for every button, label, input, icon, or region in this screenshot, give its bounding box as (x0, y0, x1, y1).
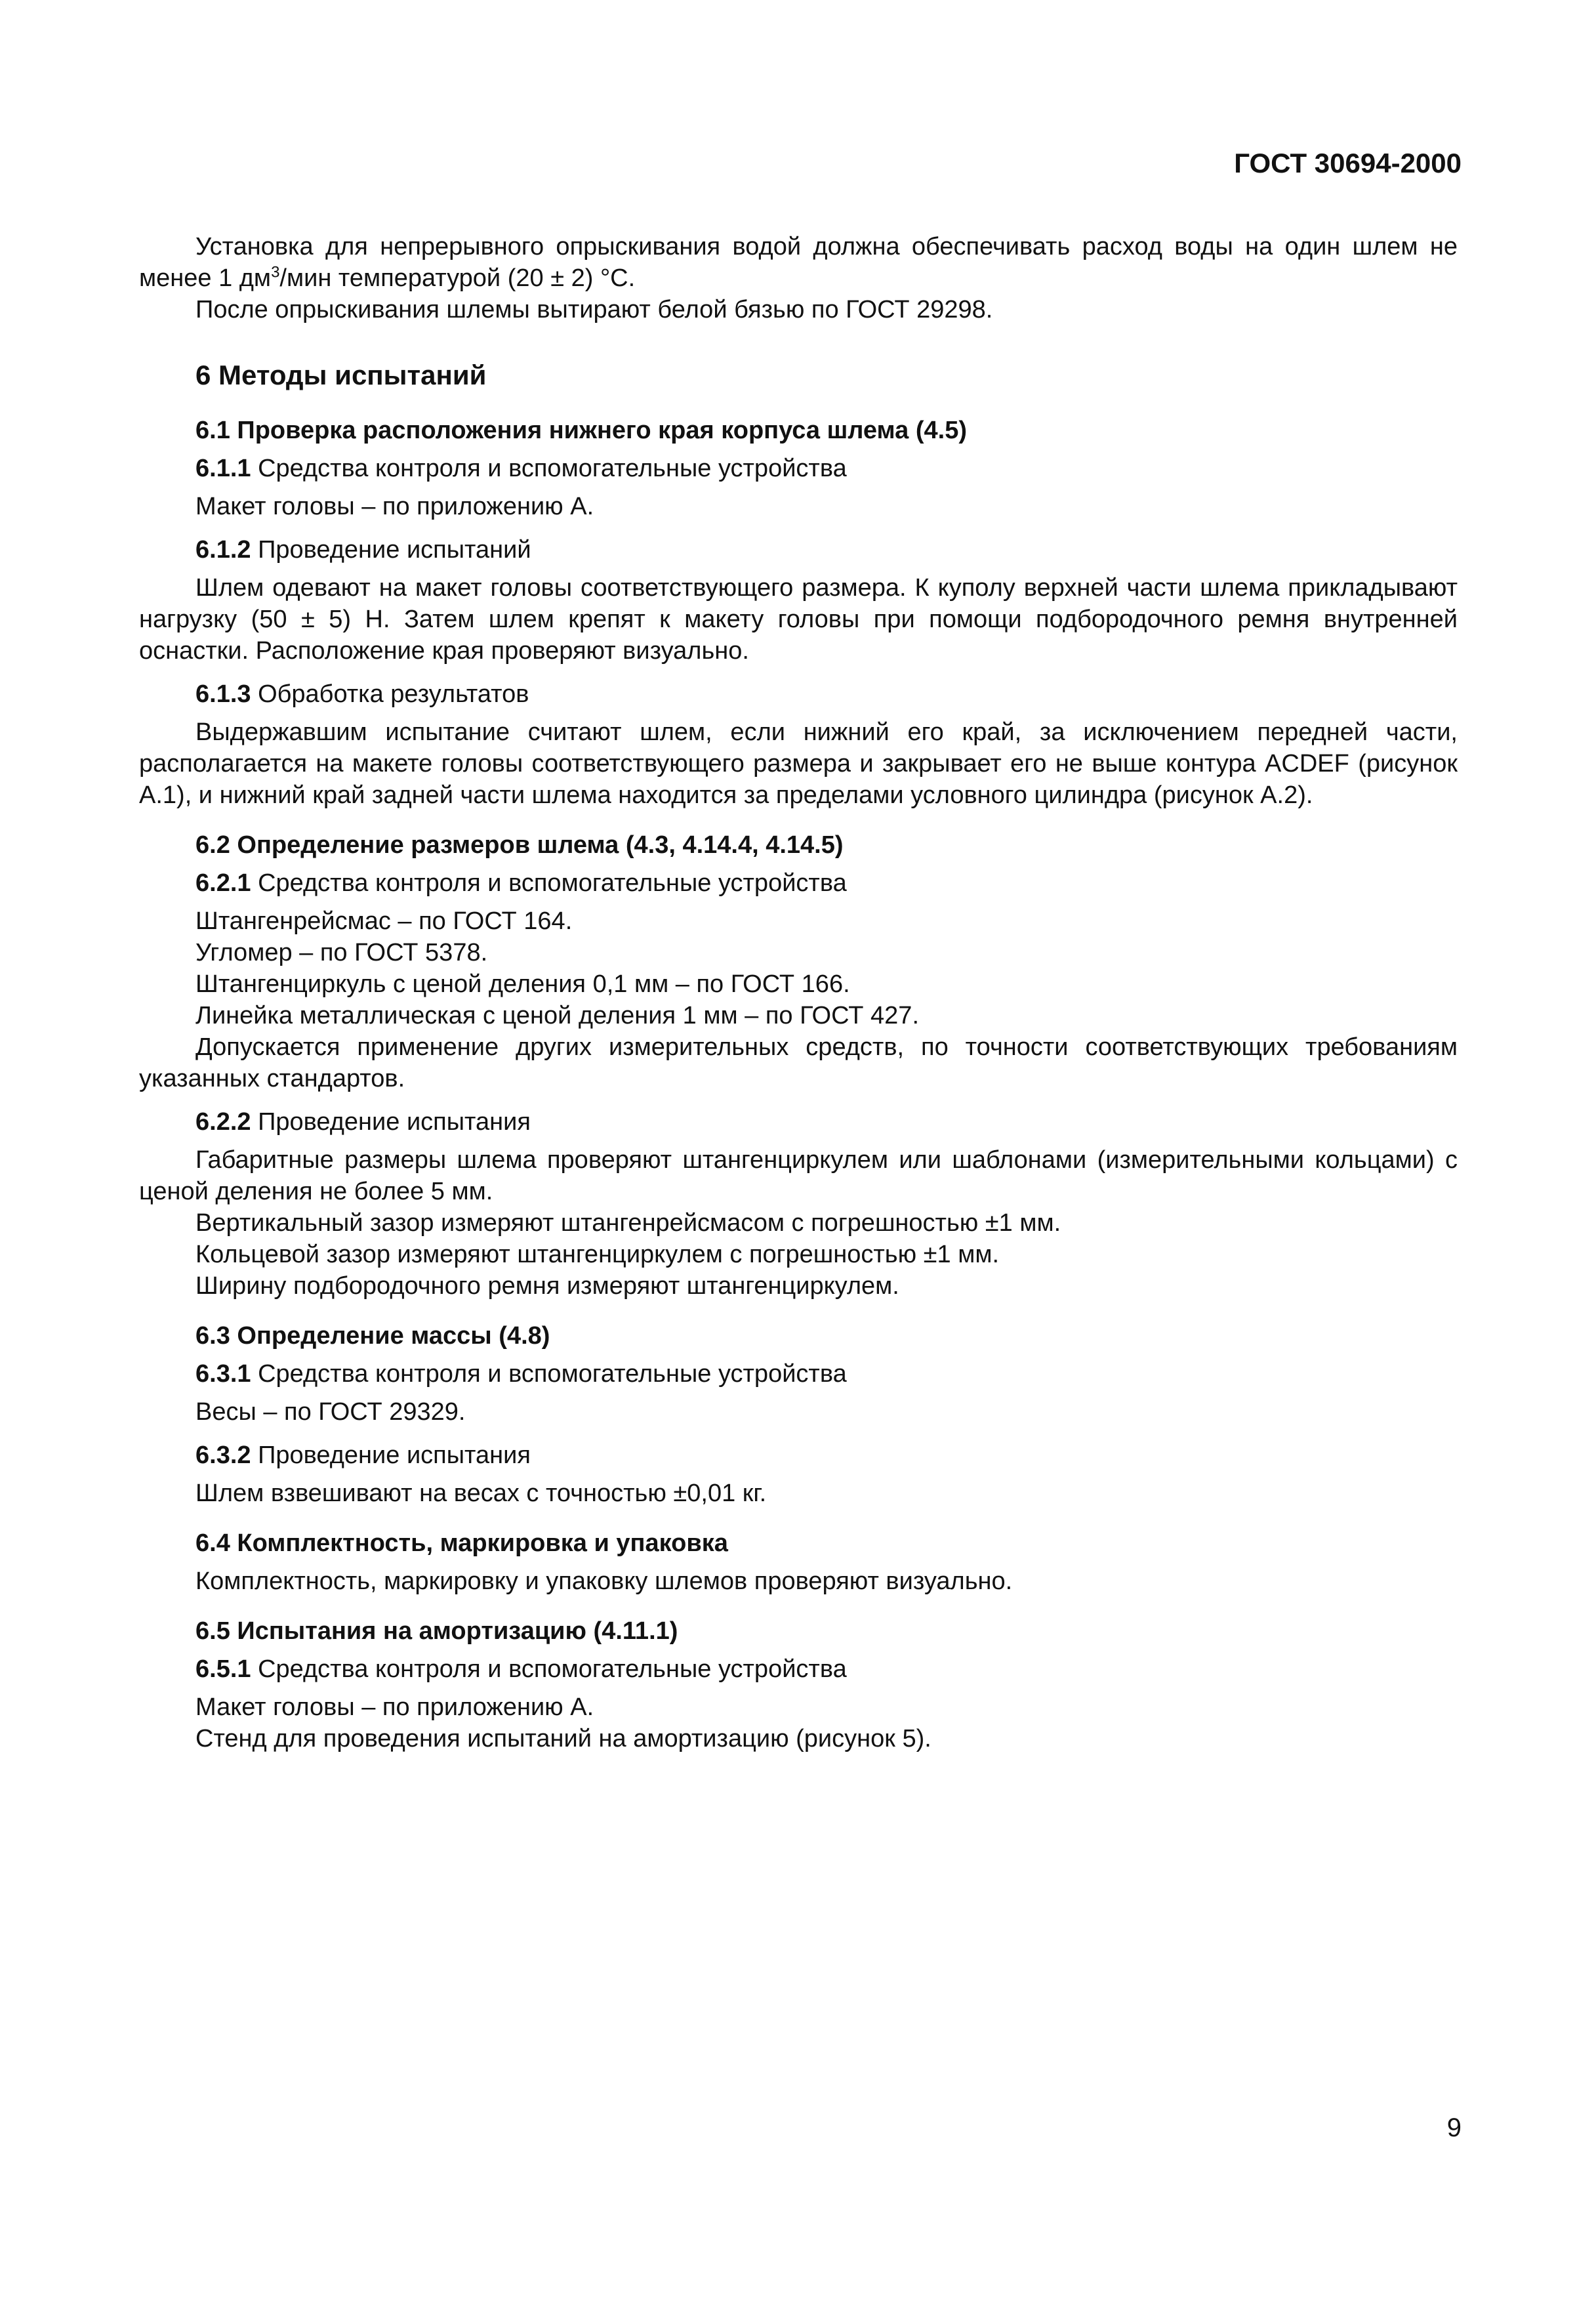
clause-title: Проведение испытаний (251, 536, 531, 564)
paragraph: Кольцевой зазор измеряют штангенциркулем с погрешностью ±1 мм. (195, 1241, 999, 1268)
paragraph: Габаритные размеры шлема проверяют штангенциркулем или шаблонами (измерительными кольцами) с ценой деления не более 5 мм. (139, 1146, 1458, 1205)
clause-number: 6.1.2 (195, 536, 251, 564)
clause-6-1-1 (139, 453, 1458, 484)
clause-title: Обработка результатов (251, 680, 529, 708)
subsection-6-3-heading: 6.3 Определение массы (4.8) (195, 1322, 550, 1350)
paragraph: Выдержавшим испытание считают шлем, если нижний его край, за исключением передней части, располагается на макете головы соответствующего размера и закрывает его не выше контура ACDEF (рисунок А.1), и нижний край задней части шлема находится за пределами условного цилиндра (рисунок А.2). (139, 718, 1458, 809)
paragraph: Макет головы – по приложению А. (195, 493, 594, 520)
paragraph: Стенд для проведения испытаний на амортизацию (рисунок 5). (195, 1725, 931, 1752)
page-content (139, 231, 1458, 1754)
clause-6-3-1 (139, 1358, 1458, 1390)
clause-6-3-2 (139, 1440, 1458, 1471)
paragraph: Штангенциркуль с ценой деления 0,1 мм – по ГОСТ 166. (195, 970, 850, 998)
paragraph: Линейка металлическая с ценой деления 1 мм – по ГОСТ 427. (195, 1002, 920, 1029)
superscript-3: 3 (271, 263, 280, 281)
clause-title: Проведение испытания (251, 1108, 531, 1136)
subsection-6-4-heading: 6.4 Комплектность, маркировка и упаковка (195, 1529, 728, 1557)
document-id: ГОСТ 30694-2000 (1234, 148, 1462, 178)
clause-number: 6.3.1 (195, 1360, 251, 1388)
clause-6-1-2 (139, 534, 1458, 566)
paragraph: Шлем одевают на макет головы соответствующего размера. К куполу верхней части шлема прикладывают нагрузку (50 ± 5) Н. Затем шлем крепят к макету головы при помощи подбородочного ремня внутренней оснастки. Расположение края проверяют визуально. (139, 574, 1458, 665)
subsection-6-5-heading: 6.5 Испытания на амортизацию (4.11.1) (195, 1617, 678, 1645)
clause-6-2-2 (139, 1106, 1458, 1138)
clause-number: 6.2.1 (195, 869, 251, 897)
intro-paragraph-water-supply (139, 231, 1458, 294)
clause-title: Средства контроля и вспомогательные устройства (251, 455, 847, 482)
paragraph: Угломер – по ГОСТ 5378. (195, 939, 488, 966)
paragraph: Шлем взвешивают на весах с точностью ±0,01 кг. (195, 1480, 767, 1507)
subsection-6-2-heading: 6.2 Определение размеров шлема (4.3, 4.14.4, 4.14.5) (195, 831, 844, 859)
paragraph: Вертикальный зазор измеряют штангенрейсмасом с погрешностью ±1 мм. (195, 1209, 1061, 1237)
paragraph: Ширину подбородочного ремня измеряют штангенциркулем. (195, 1272, 899, 1300)
clause-number: 6.3.2 (195, 1441, 251, 1469)
clause-6-1-3 (139, 678, 1458, 710)
page-number: 9 (1446, 2113, 1462, 2142)
clause-6-2-1 (139, 867, 1458, 899)
clause-number: 6.1.3 (195, 680, 251, 708)
clause-number: 6.2.2 (195, 1108, 251, 1136)
subsection-6-1-heading: 6.1 Проверка расположения нижнего края корпуса шлема (4.5) (195, 417, 967, 444)
section-6-heading: 6 Методы испытаний (195, 360, 487, 390)
clause-number: 6.5.1 (195, 1655, 251, 1683)
intro-text-b: /мин температурой (20 ± 2) °С. (279, 264, 636, 292)
paragraph: Комплектность, маркировку и упаковку шлемов проверяют визуально. (195, 1567, 1013, 1595)
clause-title: Проведение испытания (251, 1441, 531, 1469)
clause-number: 6.1.1 (195, 455, 251, 482)
paragraph: Допускается применение других измерительных средств, по точности соответствующих требованиям указанных стандартов. (139, 1033, 1458, 1092)
paragraph: Штангенрейсмас – по ГОСТ 164. (195, 907, 573, 935)
clause-title: Средства контроля и вспомогательные устройства (251, 1360, 847, 1388)
paragraph: Весы – по ГОСТ 29329. (195, 1398, 466, 1426)
clause-title: Средства контроля и вспомогательные устройства (251, 869, 847, 897)
paragraph: Макет головы – по приложению А. (195, 1693, 594, 1721)
intro-text-a: Установка для непрерывного опрыскивания водой должна обеспечивать расход воды на один шлем не менее 1 дм (139, 233, 1458, 292)
clause-title: Средства контроля и вспомогательные устройства (251, 1655, 847, 1683)
clause-6-5-1 (139, 1653, 1458, 1685)
intro-paragraph-wiping: После опрыскивания шлемы вытирают белой бязью по ГОСТ 29298. (195, 296, 993, 323)
